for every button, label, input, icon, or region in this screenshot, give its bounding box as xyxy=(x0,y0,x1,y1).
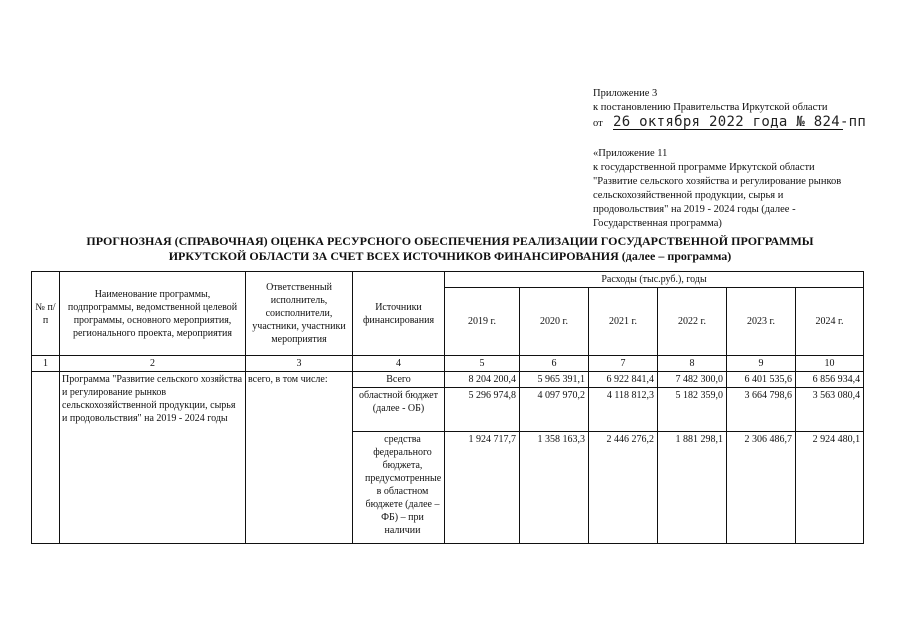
value-cell: 6 922 841,4 xyxy=(589,372,658,388)
appendix11-line: продовольствия" на 2019 - 2024 годы (далее - xyxy=(593,204,796,215)
value-cell: 3 563 080,4 xyxy=(796,388,864,432)
title-line1: ПРОГНОЗНАЯ (СПРАВОЧНАЯ) ОЦЕНКА РЕСУРСНОГО ОБЕСПЕЧЕНИЯ РЕАЛИЗАЦИИ ГОСУДАРСТВЕННОЙ ПРОГРАММЫ xyxy=(86,234,814,248)
appendix11-line: "Развитие сельского хозяйства и регулирование рынков xyxy=(593,176,842,187)
value-cell: 1 924 717,7 xyxy=(445,432,520,544)
resource-table xyxy=(31,271,864,544)
header-year: 2022 г. xyxy=(658,288,727,356)
header-sources: Источники финансирования xyxy=(353,272,445,356)
value-cell: 2 446 276,2 xyxy=(589,432,658,544)
col-number: 8 xyxy=(658,356,727,372)
appendix11-line: сельскохозяйственной продукции, сырья и xyxy=(593,190,784,201)
col-number: 4 xyxy=(353,356,445,372)
header-expenses: Расходы (тыс.руб.), годы xyxy=(445,272,864,288)
appendix-line1: Приложение 3 xyxy=(593,88,658,99)
col-number: 3 xyxy=(246,356,353,372)
header-year: 2024 г. xyxy=(796,288,864,356)
col-number: 1 xyxy=(32,356,60,372)
value-cell: 1 358 163,3 xyxy=(520,432,589,544)
value-cell: 6 401 535,6 xyxy=(727,372,796,388)
header-num: № п/п xyxy=(32,272,60,356)
col-number: 7 xyxy=(589,356,658,372)
header-name: Наименование программы, подпрограммы, ведомственной целевой программы, основного мероприятия, регионального проекта, мероприятия xyxy=(60,272,246,356)
decree-date-line xyxy=(593,114,867,131)
value-cell: 5 182 359,0 xyxy=(658,388,727,432)
value-cell: 3 664 798,6 xyxy=(727,388,796,432)
header-year: 2020 г. xyxy=(520,288,589,356)
appendix11-line: «Приложение 11 xyxy=(593,148,668,159)
source-cell: областной бюджет (далее - ОБ) xyxy=(353,388,445,432)
source-cell: Всего xyxy=(353,372,445,388)
table-row xyxy=(32,372,864,388)
title-line2: ИРКУТСКОЙ ОБЛАСТИ ЗА СЧЕТ ВСЕХ ИСТОЧНИКОВ ФИНАНСИРОВАНИЯ (далее – программа) xyxy=(168,249,732,263)
header-year: 2021 г. xyxy=(589,288,658,356)
value-cell: 5 965 391,1 xyxy=(520,372,589,388)
value-cell: 4 097 970,2 xyxy=(520,388,589,432)
program-name: Программа "Развитие сельского хозяйства и регулирование рынков сельскохозяйственной продукции, сырья и продовольствия" на 2019 - 2024 годы xyxy=(60,372,246,544)
appendix11-line: к государственной программе Иркутской области xyxy=(593,162,815,173)
col-number: 6 xyxy=(520,356,589,372)
document-title xyxy=(40,234,860,264)
column-numbers-row xyxy=(32,356,864,372)
col-number: 9 xyxy=(727,356,796,372)
value-cell: 8 204 200,4 xyxy=(445,372,520,388)
appendix11-line: Государственная программа) xyxy=(593,218,722,229)
col-number: 2 xyxy=(60,356,246,372)
header-year: 2023 г. xyxy=(727,288,796,356)
col-number: 10 xyxy=(796,356,864,372)
value-cell: 4 118 812,3 xyxy=(589,388,658,432)
value-cell: 7 482 300,0 xyxy=(658,372,727,388)
program-responsible: всего, в том числе: xyxy=(246,372,353,544)
value-cell: 6 856 934,4 xyxy=(796,372,864,388)
appendix11-block xyxy=(593,147,863,231)
value-cell: 5 296 974,8 xyxy=(445,388,520,432)
header-year: 2019 г. xyxy=(445,288,520,356)
value-cell: 1 881 298,1 xyxy=(658,432,727,544)
value-cell: 2 924 480,1 xyxy=(796,432,864,544)
date-prefix: от xyxy=(593,118,603,129)
row-number-cell xyxy=(32,372,60,544)
appendix-line2: к постановлению Правительства Иркутской области xyxy=(593,102,828,113)
value-cell: 2 306 486,7 xyxy=(727,432,796,544)
appendix-header xyxy=(593,87,863,115)
handwritten-date: 26 октября 2022 года № 824-пп xyxy=(613,114,867,130)
source-cell: средства федерального бюджета, предусмотренные в областном бюджете (далее – ФБ) – при наличии xyxy=(353,432,445,544)
header-responsible: Ответственный исполнитель, соисполнители, участники, участники мероприятия xyxy=(246,272,353,356)
col-number: 5 xyxy=(445,356,520,372)
header-row xyxy=(32,272,864,288)
